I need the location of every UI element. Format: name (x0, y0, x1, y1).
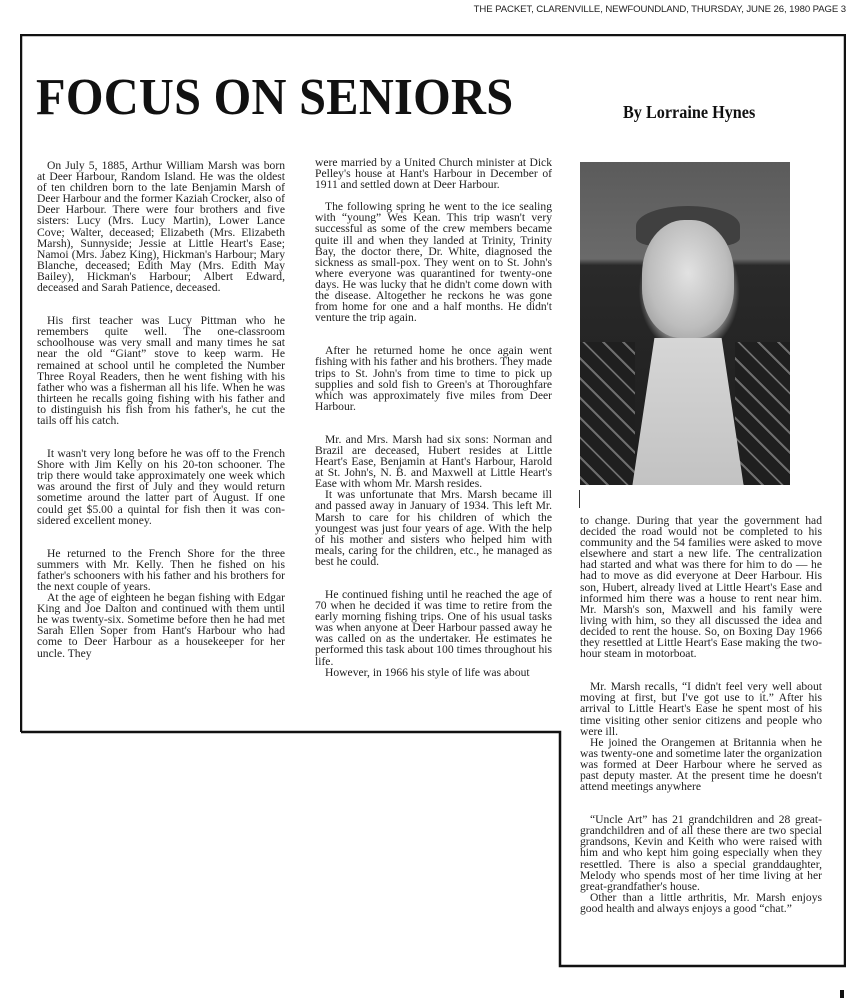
photo-face (642, 220, 734, 338)
photo-shirt (632, 338, 744, 485)
paragraph: The following spring he went to the ice sealing with “young” Wes Kean. This trip wasn't very successful as some of the crew members became quite ill and when they landed at Trinity, Trinity Bay, the doctor there, Dr. White, diagnosed the sickness as small-pox. They went on to St. John's where everyone was quarantined for twenty-one days. He was lucky that he didn't come down with the disease. Altogether he reckons he was gone from home for one and a half months. He didn't venture the trip again. (315, 200, 552, 325)
article-column-2 (315, 157, 552, 678)
paragraph: He returned to the French Shore for the three summers with Mr. Kelly. Then he fished on his father's schooners with his father and his brothers for the next couple of years. (37, 546, 285, 593)
photo-cutline-rule (579, 490, 580, 508)
article-column-1 (37, 160, 285, 659)
paragraph: were married by a United Church minister at Dick Pelley's house at Hant's Harbour in December of 1911 and settled down at Deer Harbour. (315, 156, 552, 192)
crop-mark (840, 990, 844, 998)
paragraph: He joined the Orangemen at Britannia when he was twenty-one and sometime later the organization was formed at Deer Harbour where he served as past deputy master. At the present time he doesn't attend meetings anywhere (580, 735, 822, 794)
article-title: FOCUS ON SENIORS (36, 69, 514, 126)
portrait-photo (580, 162, 790, 485)
paragraph: “Uncle Art” has 21 grandchildren and 28 great-grandchildren and of all these there are two special grandsons, Kevin and Keith who were raised with him and who kept him going especially when they resettled. There is also a special granddaughter, Melody who spends most of her time living at her great-grandfather's house. (580, 813, 822, 893)
paragraph: Other than a little arthritis, Mr. Marsh enjoys good health and always enjoys a good “chat.” (580, 890, 822, 915)
paragraph: He continued fishing until he reached the age of 70 when he decided it was time to retire from the early morning fishing trips. One of his usual tasks was when anyone at Deer Harbour passed away he was called on as the undertaker. He estimates he performed this task about 100 times throughout his life. (315, 588, 552, 668)
article-column-3 (580, 515, 822, 914)
paragraph: His first teacher was Lucy Pittman who he remembers quite well. The one-classroom schoolhouse was very small and many times he sat near the old “Giant” stove to keep warm. He remained at school until he completed the Number Three Royal Readers, then he went fishing with his father who was a fisherman all his life. When he was thirteen he recalls going fishing with his father and to distinguish his fish from his father's, he cut the tails off his catch. (37, 314, 285, 427)
paragraph: Mr. and Mrs. Marsh had six sons: Norman and Brazil are deceased, Hubert resides at Little Heart's Ease, Benjamin at Hant's Harbour, Harold at St. John's, N. B. and Maxwell at Little Heart's Ease with whom Mr. Marsh resides. (315, 432, 552, 491)
paragraph: It was unfortunate that Mrs. Marsh became ill and passed away in January of 1934. This left Mr. Marsh to care for his children of which the youngest was just four years of age. With the help of his mother and sisters who helped him with meals, caring for the children, etc., he managed as best he could. (315, 488, 552, 568)
page-folio: THE PACKET, CLARENVILLE, NEWFOUNDLAND, THURSDAY, JUNE 26, 1980 PAGE 3 (473, 4, 846, 15)
paragraph: At the age of eighteen he began fishing with Edgar King and Joe Dalton and continued with them until he was twenty-six. Sometime before then he had met Sarah Ellen Soper from Hant's Harbour who had come to Deer Harbour as a housekeeper for her uncle. They (37, 591, 285, 660)
paragraph: to change. During that year the government had decided the road would not be completed to his community and the 54 families were asked to move elsewhere and start a new life. The centralization had started and what was there for him to do — he had to move as did everyone at Deer Harbour. His son, Hubert, already lived at Little Heart's Ease and informed him there was a house to rent near him. Mr. Marsh's son, Maxwell and his family were living with him, so they all discussed the idea and decided to rent the house. So, on Boxing Day 1966 they resettled at Little Heart's Ease making the two-hour steam in motorboat. (580, 514, 822, 661)
paragraph: After he returned home he once again went fishing with his father and his brothers. They made trips to St. John's from time to time to pick up supplies and sold fish to Green's at Thoroughfare which was approximately five miles from Deer Harbour. (315, 344, 552, 413)
paragraph: Mr. Marsh recalls, “I didn't feel very well about moving at first, but I've got use to it.” After his arrival to Little Heart's Ease he spent most of his time visiting other senior citizens and people who were ill. (580, 680, 822, 738)
paragraph: On July 5, 1885, Arthur William Marsh was born at Deer Harbour, Random Island. He was the oldest of ten children born to the late Benjamin Marsh of Deer Harbour and the former Kaziah Crocker, also of Deer Harbour. There were four brothers and five sisters: Lucy (Mrs. Lucy Martin), Lower Lance Cove; Walter, deceased; Elizabeth (Mrs. Elizabeth Marsh), Sunnyside; Jessie at Little Heart's Ease; Namoi (Mrs. Jabez King), Hickman's Harbour; Mary Blanche, deceased; Edith May (Mrs. Edith May Bailey), Hickman's Harbour; Albert Edward, deceased and Sarah Patience, deceased. (37, 159, 285, 295)
article-byline: By Lorraine Hynes (623, 102, 756, 122)
paragraph: It wasn't very long before he was off to the French Shore with Jim Kelly on his 20-ton schooner. The trip there would take approximately one week which was around the first of July and they would return sometime around the latter part of August. If one could get $5.00 a quintal for fish then it was considered excellent money. (37, 447, 285, 527)
photo-jacket-left (580, 342, 635, 485)
photo-jacket-right (735, 342, 790, 485)
paragraph: However, in 1966 his style of life was about (325, 665, 530, 679)
